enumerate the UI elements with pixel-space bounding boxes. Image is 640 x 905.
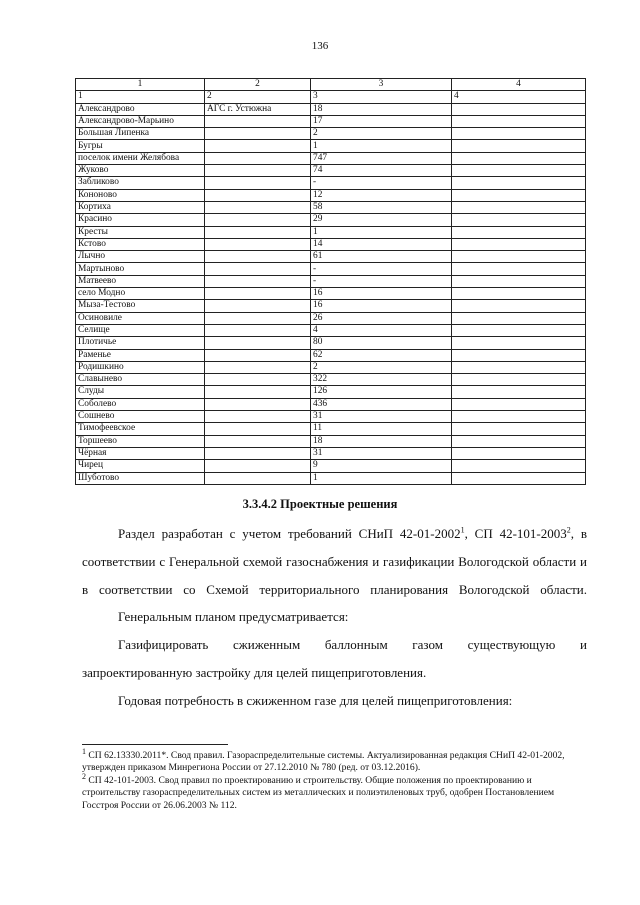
- table-row: [76, 423, 586, 435]
- table-cell: [452, 349, 586, 361]
- table-cell: [205, 300, 311, 312]
- table-cell: [205, 165, 311, 177]
- table-cell: 126: [311, 386, 452, 398]
- table-cell: Жуково: [76, 165, 205, 177]
- table-cell: 61: [311, 251, 452, 263]
- column-header: 3: [311, 79, 452, 91]
- table-row: [76, 472, 586, 484]
- table-cell: [452, 423, 586, 435]
- table-cell: 31: [311, 447, 452, 459]
- table-cell: Александрово: [76, 103, 205, 115]
- table-cell: Селище: [76, 324, 205, 336]
- table-cell: Чирец: [76, 460, 205, 472]
- table-row: [76, 214, 586, 226]
- column-subheader: 4: [452, 91, 586, 103]
- page-number: 136: [311, 40, 329, 52]
- table-cell: Кононово: [76, 189, 205, 201]
- table-cell: 14: [311, 238, 452, 250]
- table-cell: 1: [311, 472, 452, 484]
- table-cell: [205, 251, 311, 263]
- table-cell: 747: [311, 152, 452, 164]
- table-cell: [205, 128, 311, 140]
- table-cell: [205, 140, 311, 152]
- table-cell: [452, 275, 586, 287]
- table-cell: 29: [311, 214, 452, 226]
- table-cell: Бугры: [76, 140, 205, 152]
- table-cell: [452, 337, 586, 349]
- table-body: [76, 103, 586, 484]
- table-cell: [452, 374, 586, 386]
- table-cell: [452, 140, 586, 152]
- table-cell: 1: [311, 140, 452, 152]
- table-cell: село Модно: [76, 288, 205, 300]
- table-cell: Плотичье: [76, 337, 205, 349]
- table-cell: [205, 189, 311, 201]
- table-header-row: [76, 79, 586, 91]
- table-cell: -: [311, 177, 452, 189]
- table-cell: [452, 435, 586, 447]
- table-cell: Торшеево: [76, 435, 205, 447]
- table-cell: 58: [311, 201, 452, 213]
- table-cell: [452, 447, 586, 459]
- table-cell: [205, 435, 311, 447]
- column-subheader: 1: [76, 91, 205, 103]
- table-cell: Большая Липенка: [76, 128, 205, 140]
- footnote-ref: 2: [566, 525, 571, 535]
- table-cell: Красино: [76, 214, 205, 226]
- table-row: [76, 115, 586, 127]
- table-cell: 11: [311, 423, 452, 435]
- table-cell: 1: [311, 226, 452, 238]
- table-cell: Кортиха: [76, 201, 205, 213]
- paragraph-text: , в соответствии с Генеральной схемой газоснабжения и газификации Вологодской области и в соответствии со Схемой территориального планирования Вологодской области.: [82, 526, 588, 597]
- table-row: [76, 435, 586, 447]
- table-cell: 12: [311, 189, 452, 201]
- table-cell: 26: [311, 312, 452, 324]
- table-row: [76, 300, 586, 312]
- table-cell: 436: [311, 398, 452, 410]
- table-row: [76, 189, 586, 201]
- table-cell: [452, 263, 586, 275]
- body-text: [82, 520, 587, 715]
- table-cell: [205, 447, 311, 459]
- table-cell: АГС г. Устюжна: [205, 103, 311, 115]
- table-cell: 80: [311, 337, 452, 349]
- table-cell: [205, 361, 311, 373]
- table-row: [76, 312, 586, 324]
- table-cell: Родишкино: [76, 361, 205, 373]
- table-cell: [452, 103, 586, 115]
- table-cell: Слуды: [76, 386, 205, 398]
- table-cell: [452, 238, 586, 250]
- table-cell: [205, 337, 311, 349]
- section-heading: 3.3.4.2 Проектные решения: [242, 497, 398, 511]
- table-cell: Матвеево: [76, 275, 205, 287]
- table-row: [76, 177, 586, 189]
- table-cell: 16: [311, 300, 452, 312]
- table-cell: [452, 152, 586, 164]
- table-cell: [205, 460, 311, 472]
- table-cell: [452, 460, 586, 472]
- table-cell: [452, 398, 586, 410]
- table-cell: Тимофеевское: [76, 423, 205, 435]
- table-cell: [452, 361, 586, 373]
- table-row: [76, 238, 586, 250]
- table-cell: Раменье: [76, 349, 205, 361]
- table-cell: Лычно: [76, 251, 205, 263]
- footnote-mark: 2: [82, 771, 86, 781]
- table-row: [76, 226, 586, 238]
- table-row: [76, 152, 586, 164]
- table-cell: [205, 398, 311, 410]
- table-cell: [452, 312, 586, 324]
- table-row: [76, 165, 586, 177]
- table-cell: 31: [311, 411, 452, 423]
- paragraph-general-plan: Генеральным планом предусматривается:: [118, 609, 349, 625]
- footnote-1: [82, 746, 587, 775]
- table-cell: [452, 288, 586, 300]
- table-row: [76, 361, 586, 373]
- footnote-mark: 1: [82, 746, 86, 756]
- table-cell: [452, 189, 586, 201]
- table-cell: [205, 214, 311, 226]
- table-cell: [452, 251, 586, 263]
- table-cell: Соболево: [76, 398, 205, 410]
- table-cell: 2: [311, 361, 452, 373]
- table-cell: -: [311, 263, 452, 275]
- table-cell: [205, 374, 311, 386]
- table-row: [76, 398, 586, 410]
- table-cell: [452, 165, 586, 177]
- table-cell: [452, 324, 586, 336]
- table-cell: 16: [311, 288, 452, 300]
- table-cell: [205, 312, 311, 324]
- table-cell: [205, 226, 311, 238]
- table-row: [76, 103, 586, 115]
- table-cell: Чёрная: [76, 447, 205, 459]
- table-cell: [205, 324, 311, 336]
- table-row: [76, 386, 586, 398]
- table-cell: поселок имени Желябова: [76, 152, 205, 164]
- paragraph-text: Раздел разработан с учетом требований СНиП 42-01-2002: [118, 526, 461, 541]
- column-header: 4: [452, 79, 586, 91]
- table-cell: [205, 288, 311, 300]
- table-row: [76, 201, 586, 213]
- settlements-table: [75, 78, 586, 485]
- table-row: [76, 128, 586, 140]
- column-header: 2: [205, 79, 311, 91]
- table-cell: Славынево: [76, 374, 205, 386]
- table-cell: Шуботово: [76, 472, 205, 484]
- table-cell: Сошнево: [76, 411, 205, 423]
- table-cell: [205, 423, 311, 435]
- table-cell: [205, 152, 311, 164]
- table-cell: [205, 201, 311, 213]
- table-cell: 18: [311, 435, 452, 447]
- table-cell: -: [311, 275, 452, 287]
- paragraph-gasification: Газифицировать сжиженным баллонным газом существующую и запроектированную застройку для целей пищеприготовления.: [82, 637, 587, 680]
- column-subheader: 3: [311, 91, 452, 103]
- table-row: [76, 263, 586, 275]
- table-cell: 9: [311, 460, 452, 472]
- table-cell: 4: [311, 324, 452, 336]
- table-cell: 17: [311, 115, 452, 127]
- table-row: [76, 447, 586, 459]
- table-cell: [205, 115, 311, 127]
- table-row: [76, 275, 586, 287]
- table-cell: Осиновиле: [76, 312, 205, 324]
- table-cell: Мыза-Тестово: [76, 300, 205, 312]
- footnote-divider: [82, 744, 228, 745]
- table-cell: [452, 300, 586, 312]
- table-row: [76, 251, 586, 263]
- footnote-text: СП 62.13330.2011*. Свод правил. Газораспределительные системы. Актуализированная редакция СНиП 42-01-2002, утвержден приказом Минрегиона России от 27.12.2010 № 780 (ред. от 03.12.2016).: [82, 750, 565, 774]
- table-subheader-row: [76, 91, 586, 103]
- table-cell: [205, 275, 311, 287]
- paragraph-requirements: [82, 520, 587, 603]
- table-cell: Мартыново: [76, 263, 205, 275]
- table-cell: [452, 177, 586, 189]
- table-cell: Забликово: [76, 177, 205, 189]
- table-cell: [452, 214, 586, 226]
- table-row: [76, 411, 586, 423]
- table-cell: [452, 386, 586, 398]
- table-cell: Кресты: [76, 226, 205, 238]
- table-row: [76, 349, 586, 361]
- table-row: [76, 337, 586, 349]
- table-cell: [452, 115, 586, 127]
- footnote-ref: 1: [460, 525, 465, 535]
- table-row: [76, 374, 586, 386]
- table-cell: [205, 472, 311, 484]
- table-cell: 322: [311, 374, 452, 386]
- footnote-2: [82, 771, 587, 812]
- table-cell: [452, 201, 586, 213]
- table-cell: [205, 177, 311, 189]
- table-cell: 62: [311, 349, 452, 361]
- column-header: 1: [76, 79, 205, 91]
- table-row: [76, 324, 586, 336]
- table-cell: 18: [311, 103, 452, 115]
- column-subheader: 2: [205, 91, 311, 103]
- footnote-text: СП 42-101-2003. Свод правил по проектированию и строительству. Общие положения по проектированию и строительству газораспределительных систем из металлических и полиэтиленовых труб, одобрен Постановлением Госстроя России от 26.06.2003 № 112.: [82, 774, 555, 811]
- table-cell: [452, 128, 586, 140]
- table-cell: [205, 386, 311, 398]
- table-row: [76, 460, 586, 472]
- table-cell: [452, 411, 586, 423]
- table-row: [76, 288, 586, 300]
- table-cell: [205, 238, 311, 250]
- table-cell: 74: [311, 165, 452, 177]
- table-cell: [452, 472, 586, 484]
- table-cell: [205, 349, 311, 361]
- table-cell: [205, 411, 311, 423]
- table-cell: [205, 263, 311, 275]
- table-row: [76, 140, 586, 152]
- table-cell: 2: [311, 128, 452, 140]
- paragraph-text: , СП 42-101-2003: [464, 526, 567, 541]
- table-cell: Кстово: [76, 238, 205, 250]
- table-cell: [452, 226, 586, 238]
- paragraph-annual-demand: Годовая потребность в сжиженном газе для целей пищеприготовления:: [118, 692, 513, 708]
- footnotes: [82, 746, 587, 812]
- table-cell: Александрово-Марьино: [76, 115, 205, 127]
